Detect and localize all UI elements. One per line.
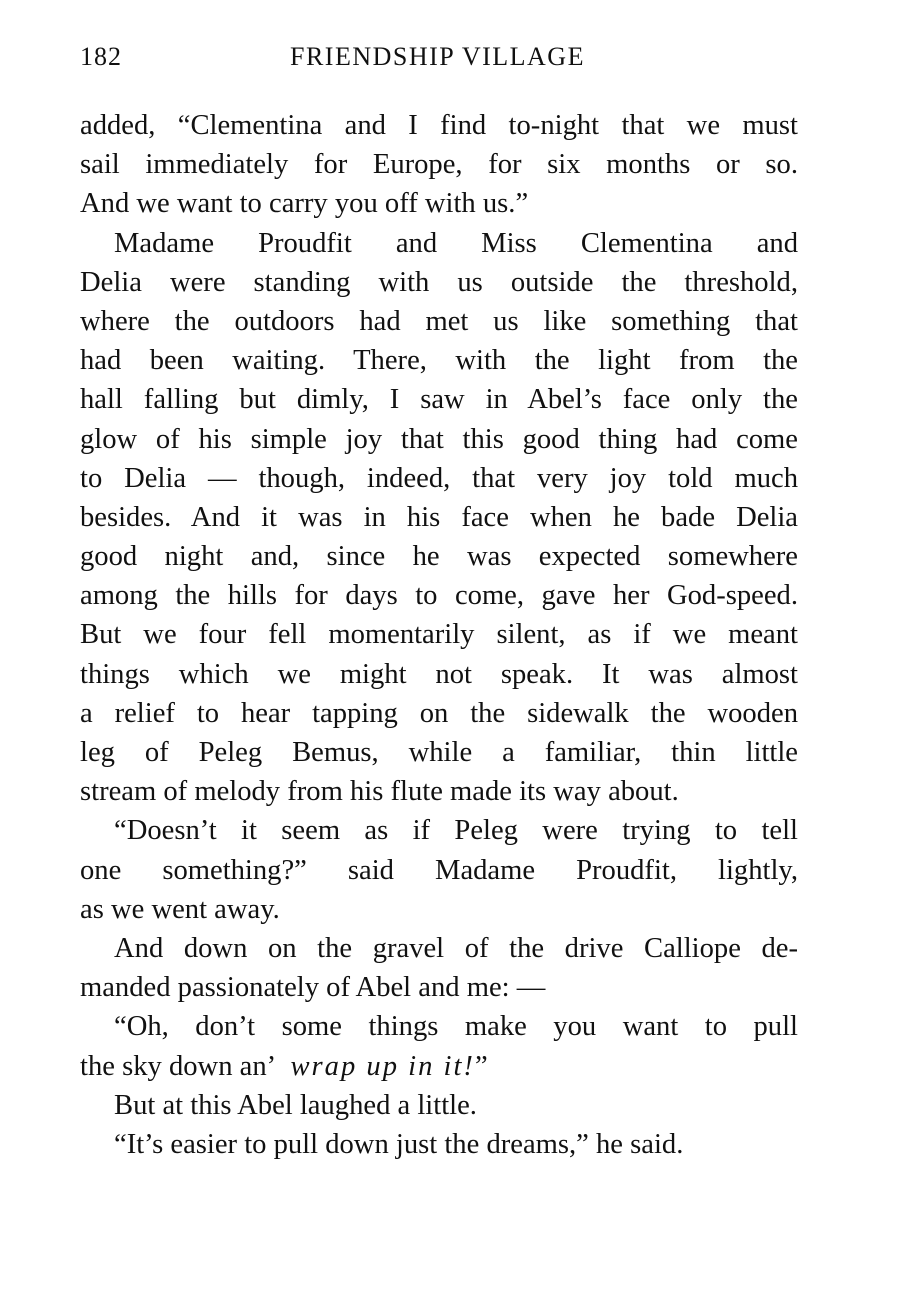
text-line: “It’s easier to pull down just the dreams,” he said. xyxy=(114,1128,684,1160)
page-number: 182 xyxy=(80,42,122,71)
body-text xyxy=(80,106,798,1164)
running-title: FRIENDSHIP VILLAGE xyxy=(290,42,585,71)
text-line: glow of his simple joy that this good thing had come xyxy=(80,423,798,455)
running-header xyxy=(80,42,800,82)
text-line: added, “Clementina and I find to-night that we must xyxy=(80,110,798,141)
text-line: manded passionately of Abel and me: — xyxy=(80,972,546,1004)
text-line: had been waiting. There, with the light from the xyxy=(80,345,798,377)
text-line: “Doesn’t it seem as if Peleg were trying to tell xyxy=(114,815,798,847)
text-line: And we want to carry you off with us.” xyxy=(80,188,529,220)
text-line: And down on the gravel of the drive Calliope de- xyxy=(114,932,798,964)
text-line: as we went away. xyxy=(80,893,280,925)
text-line: to Delia — though, indeed, that very joy told much xyxy=(80,462,798,494)
text-line: sail immediately for Europe, for six months or so. xyxy=(80,149,798,181)
text-line: hall falling but dimly, I saw in Abel’s face only the xyxy=(80,384,798,416)
text-line: stream of melody from his flute made its way about. xyxy=(80,776,679,808)
text-segment: the sky down an’ xyxy=(80,1050,277,1082)
text-line: “Oh, don’t some things make you want to pull xyxy=(114,1011,798,1043)
text-line xyxy=(80,1047,798,1086)
text-line: But we four fell momentarily silent, as if we meant xyxy=(80,619,798,651)
emphasis-text: wrap up in it! xyxy=(290,1050,475,1082)
text-line: among the hills for days to come, gave her God-speed. xyxy=(80,580,798,612)
closing-quote: ” xyxy=(474,1050,488,1082)
text-line: besides. And it was in his face when he bade Delia xyxy=(80,501,798,533)
text-line: good night and, since he was expected somewhere xyxy=(80,541,798,573)
text-line: Madame Proudfit and Miss Clementina and xyxy=(114,227,798,259)
text-line: leg of Peleg Bemus, while a familiar, thin little xyxy=(80,737,798,768)
text-line: Delia were standing with us outside the threshold, xyxy=(80,266,798,298)
text-line: things which we might not speak. It was almost xyxy=(80,658,798,690)
text-line: where the outdoors had met us like something that xyxy=(80,305,798,337)
text-line: one something?” said Madame Proudfit, lightly, xyxy=(80,854,798,886)
text-line: a relief to hear tapping on the sidewalk the wooden xyxy=(80,697,798,729)
text-line: But at this Abel laughed a little. xyxy=(114,1089,477,1121)
